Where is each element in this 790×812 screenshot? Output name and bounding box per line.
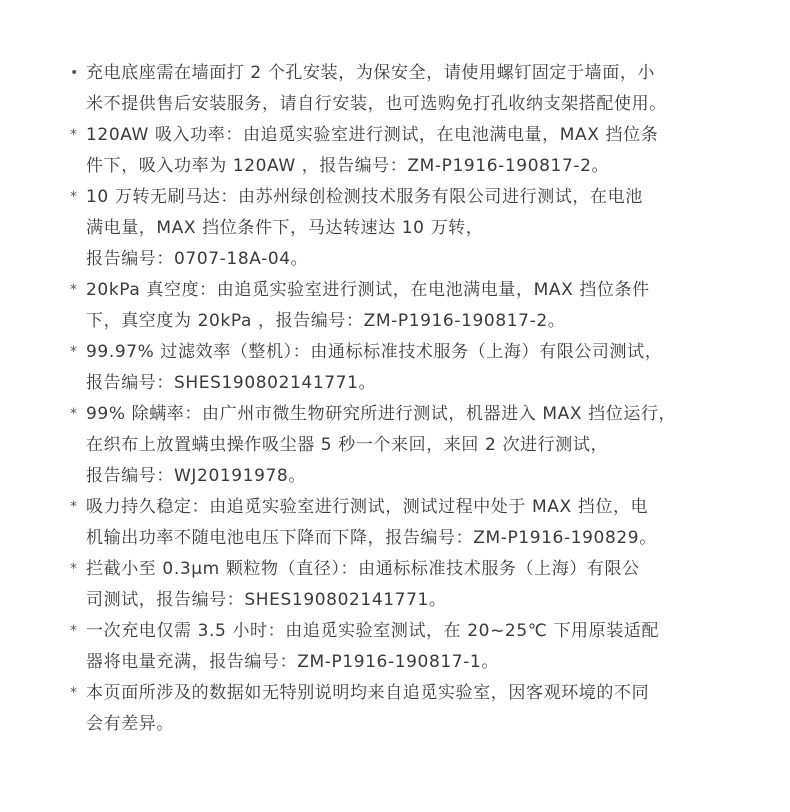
note-line: 下，真空度为 20kPa ，报告编号：ZM-P1916-190817-2。 bbox=[86, 311, 566, 331]
note-line: 器将电量充满，报告编号：ZM-P1916-190817-1。 bbox=[86, 652, 499, 672]
bullet-asterisk: * bbox=[70, 127, 78, 143]
note-line: 会有差异。 bbox=[86, 714, 174, 734]
bullet-asterisk: * bbox=[70, 344, 78, 360]
note-filtration bbox=[70, 337, 750, 399]
note-line: 20kPa 真空度：由追觅实验室进行测试，在电池满电量，MAX 挡位条件 bbox=[86, 280, 650, 300]
bullet-asterisk: * bbox=[70, 499, 78, 515]
note-line: 报告编号：SHES190802141771。 bbox=[86, 373, 377, 393]
note-line: 10 万转无刷马达：由苏州绿创检测技术服务有限公司进行测试，在电池 bbox=[86, 187, 643, 207]
footnote-list bbox=[70, 58, 750, 740]
note-line: 一次充电仅需 3.5 小时：由追觅实验室测试，在 20~25℃ 下用原装适配 bbox=[86, 621, 660, 641]
bullet-asterisk: * bbox=[70, 623, 78, 639]
note-vacuum-degree bbox=[70, 275, 750, 337]
note-line: 吸力持久稳定：由追觅实验室进行测试，测试过程中处于 MAX 挡位，电 bbox=[86, 497, 649, 517]
note-particle-capture bbox=[70, 554, 750, 616]
note-brushless-motor bbox=[70, 182, 750, 275]
bullet-asterisk: * bbox=[70, 561, 78, 577]
note-line: 99% 除螨率：由广州市微生物研究所进行测试，机器进入 MAX 挡位运行， bbox=[86, 404, 677, 424]
note-line: 满电量，MAX 挡位条件下，马达转速达 10 万转， bbox=[86, 218, 484, 238]
note-line: 司测试，报告编号：SHES190802141771。 bbox=[86, 590, 447, 610]
bullet-asterisk: * bbox=[70, 685, 78, 701]
note-line: 件下，吸入功率为 120AW ，报告编号：ZM-P1916-190817-2。 bbox=[86, 156, 610, 176]
note-data-source bbox=[70, 678, 750, 740]
note-wall-mount bbox=[70, 58, 750, 120]
note-line: 米不提供售后安装服务，请自行安装，也可选购免打孔收纳支架搭配使用。 bbox=[86, 94, 667, 114]
note-line: 120AW 吸入功率：由追觅实验室进行测试，在电池满电量，MAX 挡位条 bbox=[86, 125, 659, 145]
note-line: 99.97% 过滤效率（整机）：由通标标准技术服务（上海）有限公司测试， bbox=[86, 342, 663, 362]
note-line: 本页面所涉及的数据如无特别说明均来自追觅实验室，因客观环境的不同 bbox=[86, 683, 650, 703]
bullet-asterisk: * bbox=[70, 282, 78, 298]
note-line: 充电底座需在墙面打 2 个孔安装，为保安全，请使用螺钉固定于墙面，小 bbox=[86, 63, 656, 83]
bullet-asterisk: * bbox=[70, 189, 78, 205]
note-stable-suction bbox=[70, 492, 750, 554]
note-suction-power bbox=[70, 120, 750, 182]
bullet-asterisk: * bbox=[70, 406, 78, 422]
note-line: 报告编号：WJ20191978。 bbox=[86, 466, 306, 486]
note-line: 拦截小至 0.3μm 颗粒物（直径）：由通标标准技术服务（上海）有限公 bbox=[86, 559, 640, 579]
note-line: 机输出功率不随电池电压下降而下降，报告编号：ZM-P1916-190829。 bbox=[86, 528, 657, 548]
note-mite-removal bbox=[70, 399, 750, 492]
bullet-dot: • bbox=[70, 65, 79, 81]
note-charging-time bbox=[70, 616, 750, 678]
note-line: 在织布上放置螨虫操作吸尘器 5 秒一个来回，来回 2 次进行测试， bbox=[86, 435, 609, 455]
note-line: 报告编号：0707-18A-04。 bbox=[86, 249, 309, 269]
